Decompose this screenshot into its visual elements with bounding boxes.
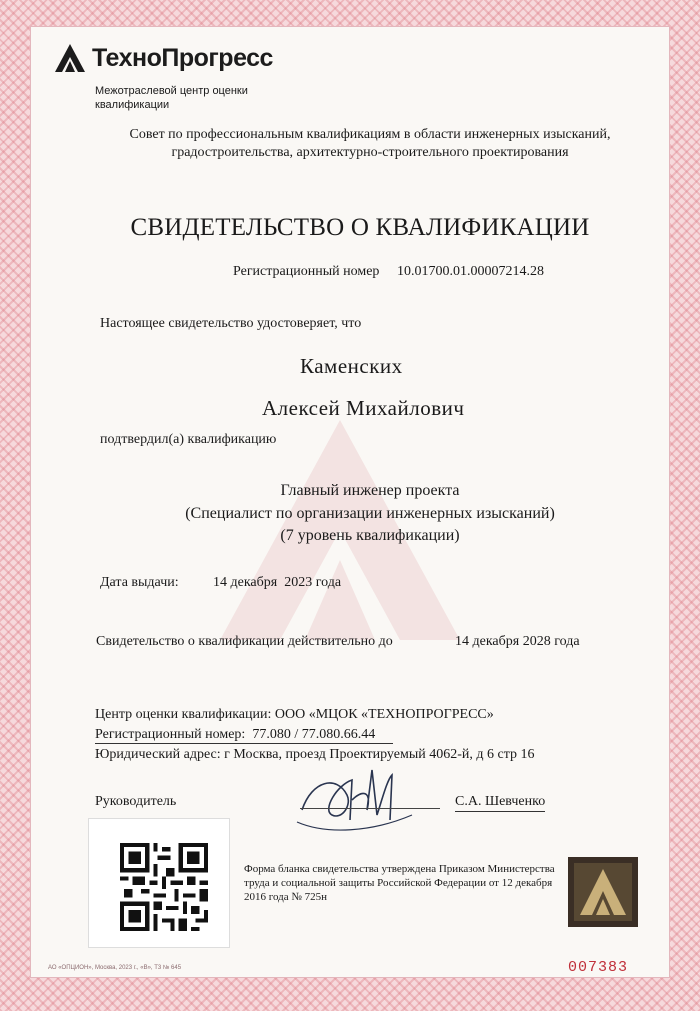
triangle-logo-icon: [54, 43, 86, 73]
registration-number: 10.01700.01.00007214.28: [396, 264, 544, 279]
assessment-center-registration: Регистрационный номер: 77.080 / 77.080.66.44: [95, 727, 376, 742]
holder-surname: Каменских: [300, 354, 403, 378]
logo-subtitle-line2: квалификации: [95, 99, 170, 111]
head-label: Руководитель: [95, 794, 177, 809]
qualification-title: Главный инженер проекта: [280, 482, 460, 499]
qualification-level: (7 уровень квалификации): [280, 527, 460, 544]
council-name: [90, 126, 650, 162]
form-approval-note: Форма бланка свидетельства утверждена Приказом Министерства труда и социальной защиты Российской Федерации от 12 декабря 2016 года № 725н: [244, 863, 555, 903]
signature: [292, 760, 422, 840]
logo-subtitle: [95, 84, 265, 112]
assessment-center-address: Юридический адрес: г Москва, проезд Проектируемый 4062-й, д 6 стр 16: [95, 747, 535, 762]
head-name: С.А. Шевченко: [455, 794, 545, 812]
validity-label: Свидетельство о квалификации действительно до: [96, 634, 393, 649]
serial-number: 007383: [568, 959, 629, 976]
council-line1: Совет по профессиональным квалификациям в области инженерных изысканий,: [129, 127, 611, 142]
signature-line: [300, 808, 440, 809]
logo: [54, 43, 273, 73]
qr-code-icon: [120, 843, 208, 931]
validity-date: 14 декабря 2028 года: [455, 634, 580, 649]
document-title: СВИДЕТЕЛЬСТВО О КВАЛИФИКАЦИИ: [130, 214, 590, 241]
qualification-specialty: (Специалист по организации инженерных изысканий): [185, 505, 555, 522]
logo-name: ТехноПрогресс: [92, 43, 273, 72]
certify-text: Настоящее свидетельство удостоверяет, что: [100, 316, 362, 331]
assessment-center-name: Центр оценки квалификации: ООО «МЦОК «ТЕХНОПРОГРЕСС»: [95, 707, 494, 722]
registration-row: [233, 264, 544, 280]
confirmed-text: подтвердил(а) квалификацию: [100, 432, 277, 447]
hologram-seal-icon: [568, 857, 638, 927]
registration-underline: [95, 743, 393, 744]
issue-date: 14 декабря 2023 года: [213, 575, 342, 590]
printer-note: АО «ОПЦИОН», Москва, 2023 г., «В», Т3 № 645: [48, 965, 182, 971]
issue-date-label: Дата выдачи:: [100, 575, 179, 590]
logo-subtitle-line1: Межотраслевой центр оценки: [95, 85, 248, 97]
council-line2: градостроительства, архитектурно-строительного проектирования: [171, 145, 569, 160]
registration-label: Регистрационный номер: [233, 264, 380, 279]
holder-given-names: Алексей Михайлович: [262, 396, 465, 420]
